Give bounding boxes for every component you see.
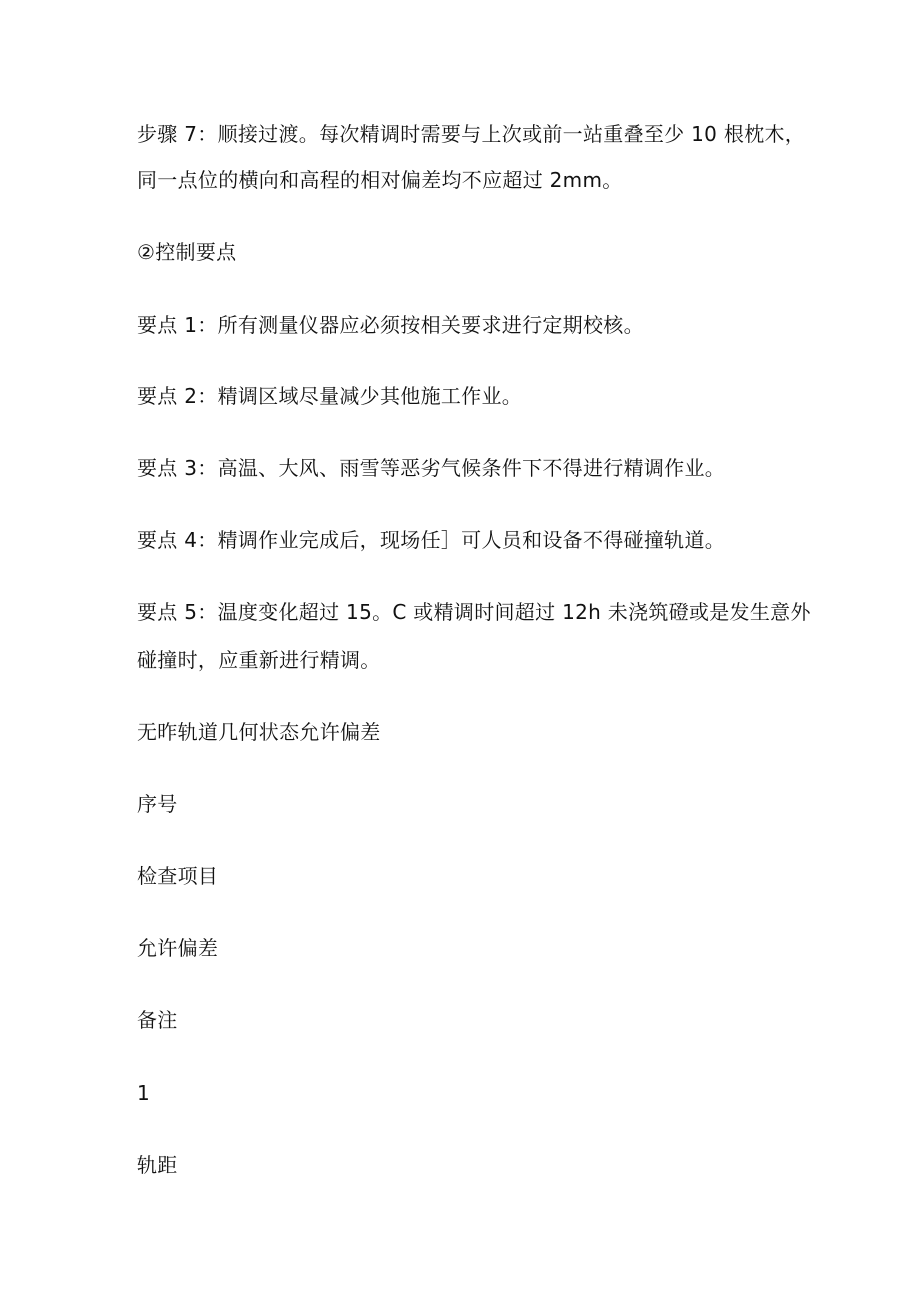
paragraph-point-1: 要点 1：所有测量仪器应必须按相关要求进行定期校核。 [137, 313, 644, 337]
paragraph-point-4: 要点 4：精调作业完成后，现场任］可人员和设备不得碰撞轨道。 [137, 528, 726, 552]
section-heading-control-points: ②控制要点 [137, 240, 237, 264]
paragraph-step-7-line-1: 步骤 7：顺接过渡。每次精调时需要与上次或前一站重叠至少 10 根枕木， [137, 122, 806, 146]
table-title: 无昨轨道几何状态允许偏差 [137, 720, 381, 744]
paragraph-point-5-line-2: 碰撞时，应重新进行精调。 [137, 648, 381, 672]
table-header-remarks: 备注 [137, 1008, 178, 1032]
table-cell-index: 1 [137, 1081, 151, 1105]
paragraph-point-3: 要点 3：高温、大风、雨雪等恶劣气候条件下不得进行精调作业。 [137, 456, 726, 480]
paragraph-point-2: 要点 2：精调区域尽量减少其他施工作业。 [137, 384, 523, 408]
paragraph-step-7-line-2: 同一点位的横向和高程的相对偏差均不应超过 2mm。 [137, 168, 623, 192]
paragraph-point-5-line-1: 要点 5：温度变化超过 15。C 或精调时间超过 12h 未浇筑磴或是发生意外 [137, 600, 811, 624]
table-header-index: 序号 [137, 792, 178, 816]
table-header-check-item: 检查项目 [137, 864, 219, 888]
table-header-allowed-deviation: 允许偏差 [137, 936, 219, 960]
table-cell-check-item: 轨距 [137, 1153, 178, 1177]
